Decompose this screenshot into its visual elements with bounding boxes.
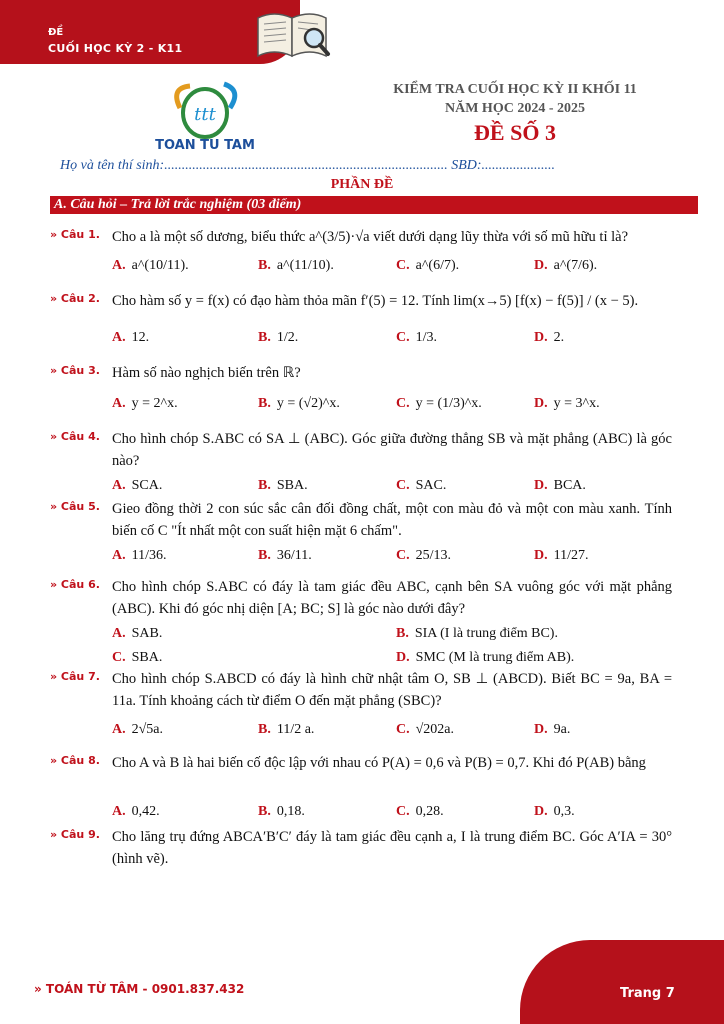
page-number: Trang 7: [620, 986, 675, 1001]
option-d[interactable]: D. 0,3.: [534, 804, 575, 819]
option-b[interactable]: B. 36/11.: [258, 548, 312, 563]
option-b[interactable]: B. 11/2 a.: [258, 722, 315, 737]
logo-mark: ttt: [194, 104, 216, 125]
option-c[interactable]: C. SBA.: [112, 650, 163, 665]
option-a[interactable]: A. a^(10/11).: [112, 258, 189, 273]
option-d[interactable]: D. SMC (M là trung điểm AB).: [396, 650, 575, 665]
option-b[interactable]: B. y = (√2)^x.: [258, 396, 340, 411]
option-a[interactable]: A. 11/36.: [112, 548, 167, 563]
question-text: Gieo đồng thời 2 con súc sắc cân đối đồng chất, một con màu đỏ và một con màu xanh. Tính biến cố C "Ít nhất một con suất hiện mặt 6 chấm".: [112, 501, 672, 539]
option-c[interactable]: C. 25/13.: [396, 548, 452, 563]
question-number: » Câu 3.: [50, 364, 100, 377]
option-b[interactable]: B. SIA (I là trung điểm BC).: [396, 626, 558, 641]
option-a[interactable]: A. 2√5a.: [112, 722, 164, 737]
question-text: Cho lăng trụ đứng ABCA′B′C′ đáy là tam giác đều cạnh a, I là trung điểm BC. Góc A′IA = 30° (hình vẽ).: [112, 829, 672, 867]
exam-title-line2: NĂM HỌC 2024 - 2025: [445, 101, 585, 116]
option-a[interactable]: A. SCA.: [112, 478, 163, 493]
question-number: » Câu 4.: [50, 430, 100, 443]
option-a[interactable]: A. 0,42.: [112, 804, 160, 819]
question-number: » Câu 6.: [50, 578, 100, 591]
question-number: » Câu 2.: [50, 292, 100, 305]
exam-title-line1: KIỂM TRA CUỐI HỌC KỲ II KHỐI 11: [393, 82, 637, 97]
logo-text: TOAN TU TAM: [155, 138, 255, 153]
student-info-line: Họ và tên thí sinh:................................................................................. SBD:.....................: [60, 158, 556, 173]
footer-page-tab: [520, 940, 724, 1024]
question-text: Cho hình chóp S.ABCD có đáy là hình chữ nhật tâm O, SB ⊥ (ABCD). Biết BC = 9a, BA = 11a. Tính khoảng cách từ điểm O đến mặt phẳng (SBC)?: [112, 671, 672, 709]
option-c[interactable]: C. a^(6/7).: [396, 258, 460, 273]
question-number: » Câu 7.: [50, 670, 100, 683]
question-text: Cho A và B là hai biến cố độc lập với nhau có P(A) = 0,6 và P(B) = 0,7. Khi đó P(AB) bằng: [112, 755, 646, 771]
exam-code: ĐỀ SỐ 3: [474, 120, 556, 145]
section-title: PHẦN ĐỀ: [330, 177, 394, 192]
question-text: Cho hình chóp S.ABC có đáy là tam giác đều ABC, cạnh bên SA vuông góc với mặt phẳng (ABC). Khi đó góc nhị diện [A; BC; S] là góc nào dưới đây?: [112, 579, 672, 617]
option-a[interactable]: A. SAB.: [112, 626, 163, 641]
part-a-bar: A. Câu hỏi – Trả lời trắc nghiệm (03 điểm): [50, 196, 698, 214]
book-magnifier-icon: [252, 4, 332, 68]
footer-contact: » TOÁN TỪ TÂM - 0901.837.432: [34, 982, 245, 996]
question-text: Hàm số nào nghịch biến trên ℝ?: [112, 365, 301, 381]
question-text: Cho hàm số y = f(x) có đạo hàm thỏa mãn f′(5) = 12. Tính lim(x→5) [f(x) − f(5)] / (x − 5).: [112, 293, 639, 309]
banner-subtitle: CUỐI HỌC KỲ 2 - K11: [48, 42, 183, 55]
option-d[interactable]: D. a^(7/6).: [534, 258, 598, 273]
option-c[interactable]: C. SAC.: [396, 478, 447, 493]
question-number: » Câu 9.: [50, 828, 100, 841]
exam-title: [380, 80, 650, 118]
option-a[interactable]: A. y = 2^x.: [112, 396, 178, 411]
option-d[interactable]: D. 2.: [534, 330, 565, 345]
option-b[interactable]: B. 1/2.: [258, 330, 299, 345]
option-d[interactable]: D. BCA.: [534, 478, 586, 493]
option-c[interactable]: C. y = (1/3)^x.: [396, 396, 482, 411]
question-number: » Câu 1.: [50, 228, 100, 241]
option-c[interactable]: C. 0,28.: [396, 804, 444, 819]
option-c[interactable]: C. √202a.: [396, 722, 455, 737]
question-number: » Câu 5.: [50, 500, 100, 513]
option-b[interactable]: B. 0,18.: [258, 804, 305, 819]
question-number: » Câu 8.: [50, 754, 100, 767]
option-c[interactable]: C. 1/3.: [396, 330, 438, 345]
option-b[interactable]: B. a^(11/10).: [258, 258, 334, 273]
question-text: Cho hình chóp S.ABC có SA ⊥ (ABC). Góc giữa đường thẳng SB và mặt phẳng (ABC) là góc nào?: [112, 431, 672, 469]
option-d[interactable]: D. 11/27.: [534, 548, 589, 563]
option-d[interactable]: D. y = 3^x.: [534, 396, 600, 411]
option-b[interactable]: B. SBA.: [258, 478, 308, 493]
banner-title: ĐỀ: [48, 27, 64, 38]
question-text: Cho a là một số dương, biểu thức a^(3/5)·√a viết dưới dạng lũy thừa với số mũ hữu tỉ là?: [112, 229, 629, 245]
option-d[interactable]: D. 9a.: [534, 722, 571, 737]
option-a[interactable]: A. 12.: [112, 330, 150, 345]
